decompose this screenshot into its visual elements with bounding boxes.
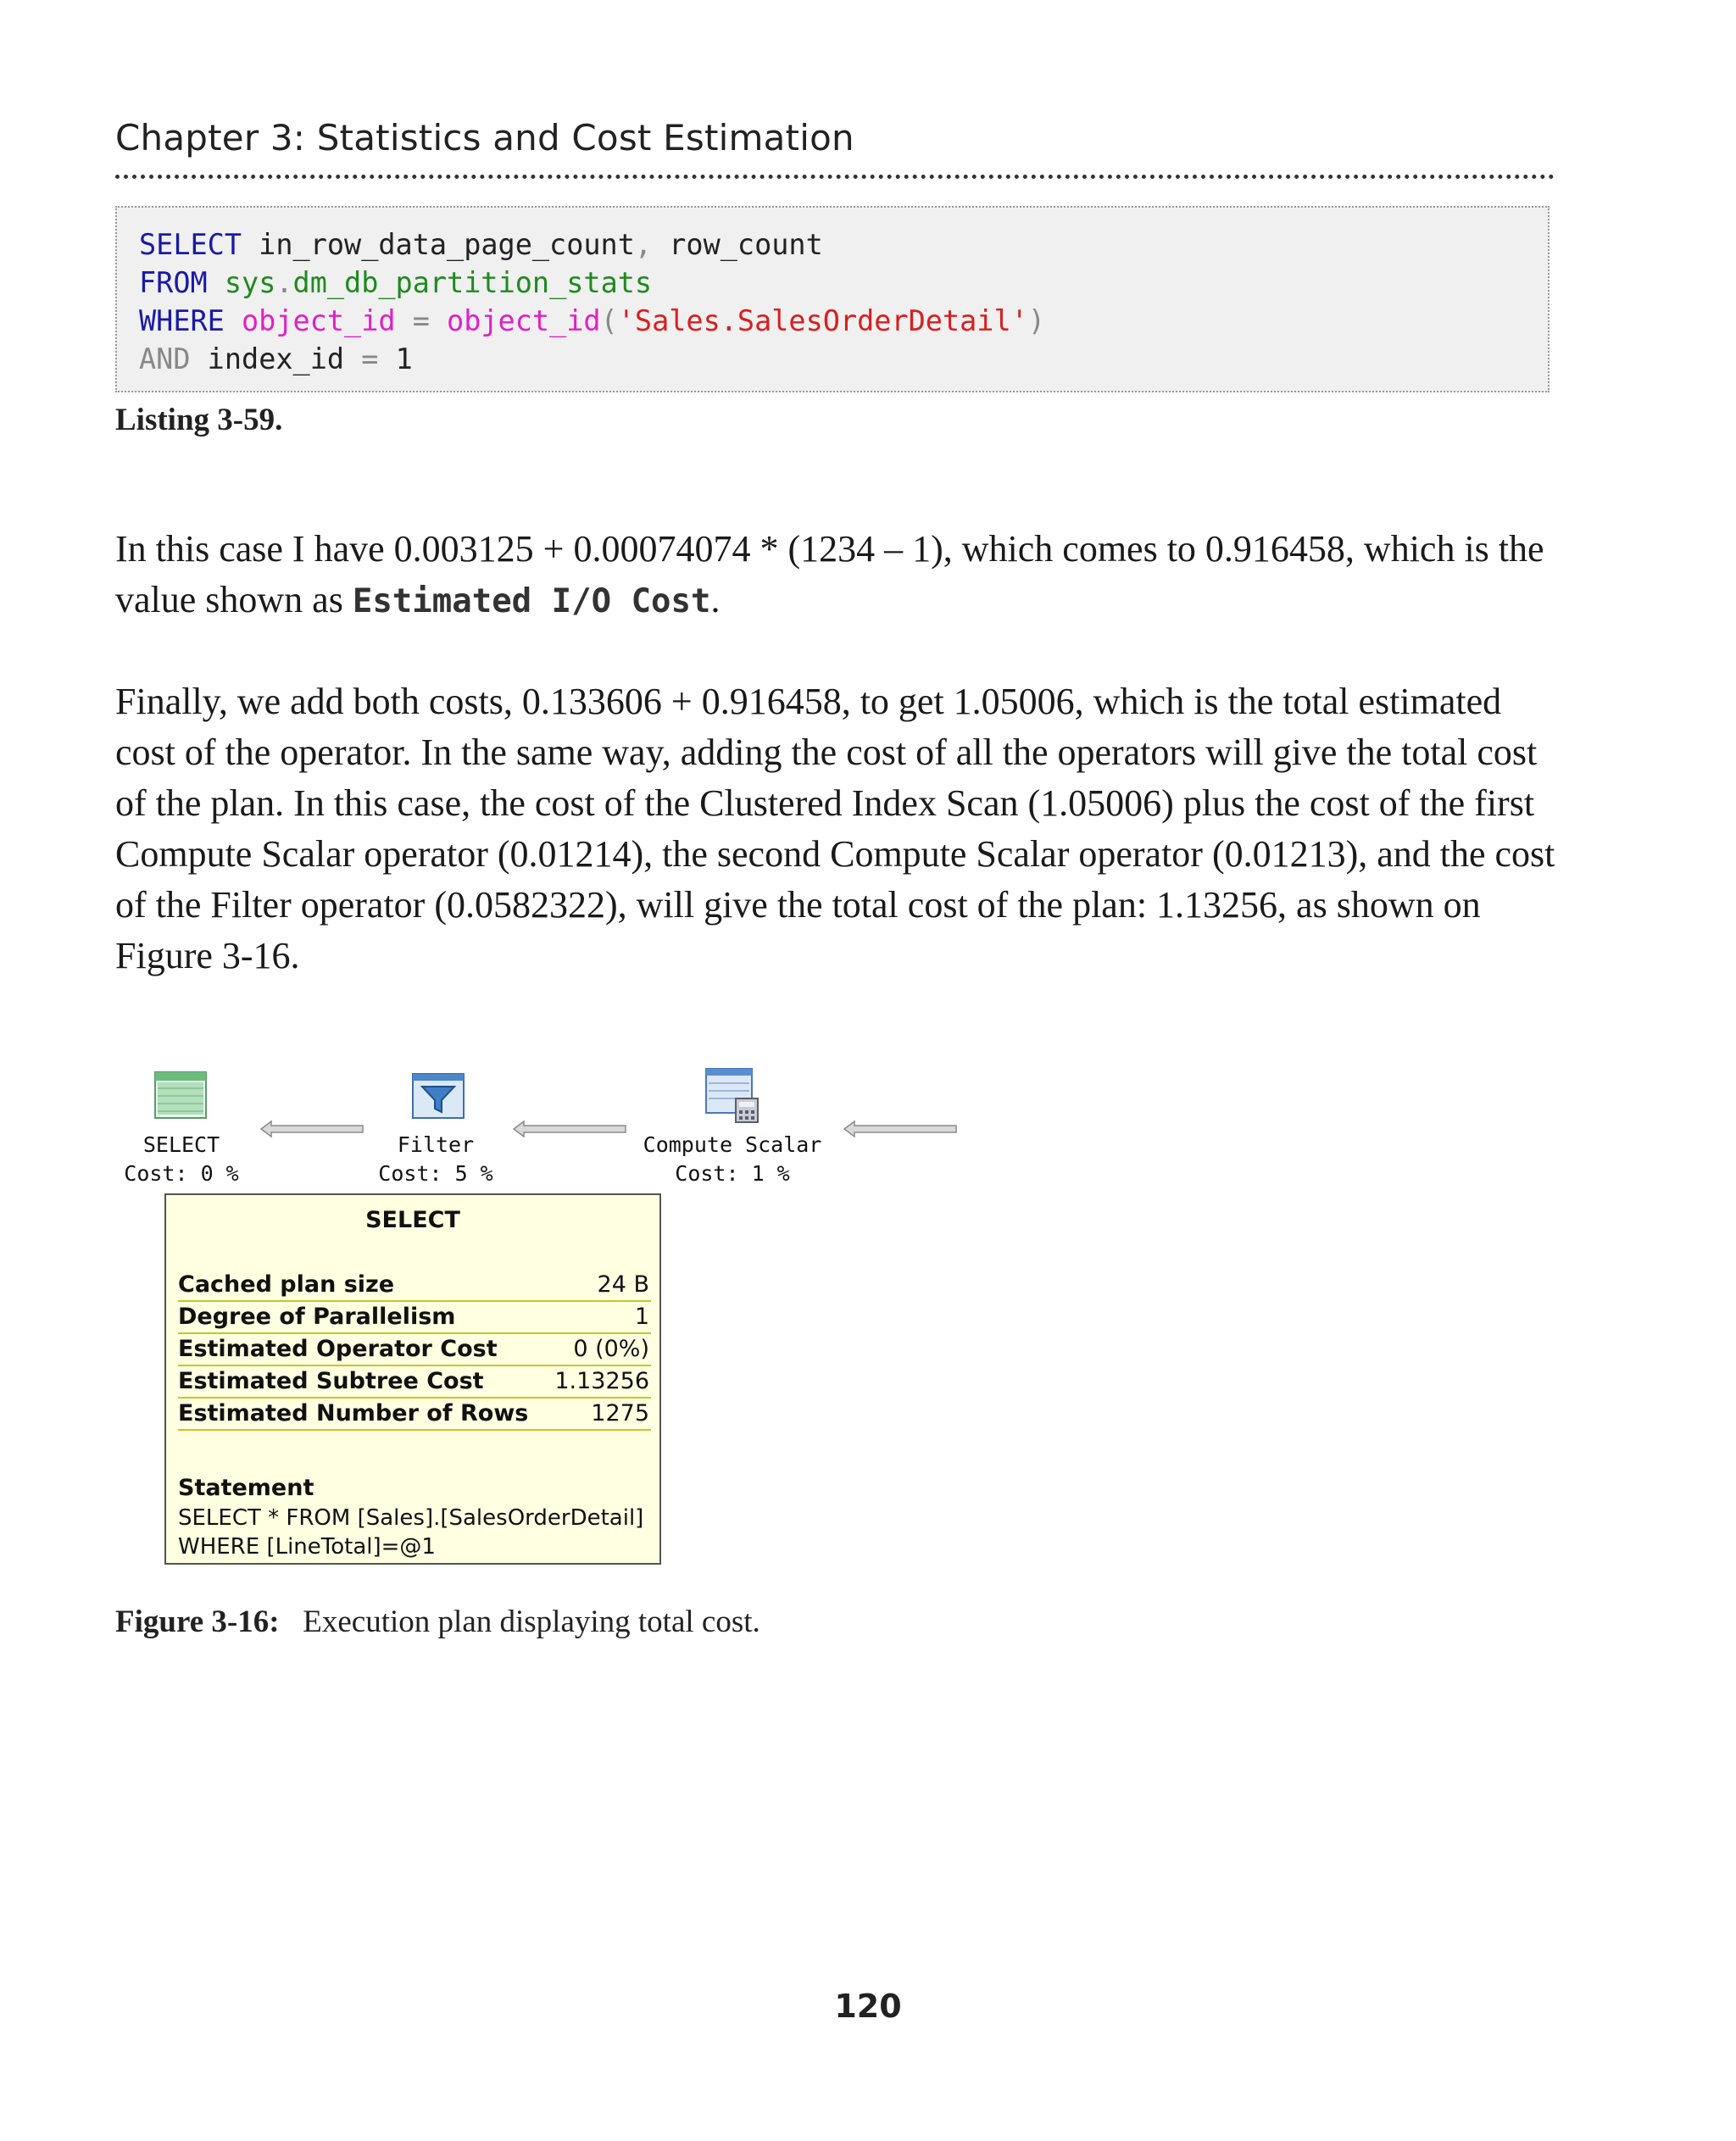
code-token: in_row_data_page_count: [242, 228, 635, 261]
listing-caption: Listing 3-59.: [115, 403, 283, 437]
tooltip-row-value: 1.13256: [554, 1368, 649, 1394]
select-tooltip: [164, 1193, 661, 1565]
code-token: (: [600, 304, 618, 337]
code-token: object_id: [447, 304, 601, 337]
tooltip-row-value: 0 (0%): [573, 1336, 649, 1362]
operator-cost: Cost: 5 %: [378, 1161, 493, 1186]
tooltip-row-label: Estimated Operator Cost: [178, 1336, 498, 1362]
tooltip-row: [178, 1334, 651, 1366]
arrow-icon: [512, 1119, 627, 1143]
chapter-header: Chapter 3: Statistics and Cost Estimation: [115, 117, 854, 158]
tooltip-row: [178, 1399, 651, 1431]
tooltip-row-label: Estimated Number of Rows: [178, 1400, 529, 1426]
tooltip-title: SELECT: [365, 1207, 460, 1233]
code-token: dm_db_partition_stats: [292, 266, 653, 299]
operator-name: Filter: [397, 1132, 475, 1157]
tooltip-statement-heading: Statement: [178, 1475, 314, 1501]
code-token: 1: [395, 342, 413, 375]
select-icon: [154, 1071, 207, 1123]
tooltip-row: [178, 1366, 651, 1399]
code-token: SELECT: [139, 228, 242, 261]
figure-label: Figure 3-16:: [115, 1604, 280, 1639]
header-divider: [115, 175, 1555, 179]
paragraph-total-cost: Finally, we add both costs, 0.133606 + 0.916458, to get 1.05006, which is the total estimated cost of the operator. In the same way, adding the cost of all the operators will give the total cost of the plan. In this case, the cost of the Clustered Index Scan (1.05006) plus the cost of the first Compute Scalar operator (0.01214), the second Compute Scalar operator (0.01213), and the cost of the Filter operator (0.0582322), will give the total cost of the plan: 1.13256, as shown on Figure 3-16.: [115, 681, 1555, 976]
tooltip-row: [178, 1302, 651, 1334]
operator-cost: Cost: 0 %: [124, 1161, 239, 1186]
code-token: ): [1027, 304, 1045, 337]
arrow-icon: [843, 1119, 958, 1143]
code-line: [139, 266, 652, 299]
execution-plan: [115, 1059, 1048, 1585]
code-token: FROM: [139, 266, 208, 299]
operator-cost: Cost: 1 %: [675, 1161, 790, 1186]
code-token: =: [395, 304, 448, 337]
code-token: 'Sales.SalesOrderDetail': [617, 304, 1028, 337]
code-token: WHERE: [139, 304, 225, 337]
code-token: object_id: [224, 304, 396, 337]
arrow-icon: [259, 1119, 364, 1143]
code-token: row_count: [652, 228, 823, 261]
paragraph-text: .: [710, 579, 721, 620]
code-listing: [115, 206, 1550, 392]
code-token: AND: [139, 342, 191, 375]
code-line: [139, 228, 823, 261]
tooltip-row-label: Cached plan size: [178, 1271, 395, 1298]
figure-caption-text: Execution plan displaying total cost.: [303, 1604, 760, 1639]
tooltip-statement: SELECT * FROM [Sales].[SalesOrderDetail]: [178, 1505, 644, 1531]
tooltip-row-value: 1: [634, 1304, 649, 1330]
operator-name: Compute Scalar: [643, 1132, 822, 1157]
compute-scalar-icon: [705, 1068, 760, 1128]
code-token: .: [275, 266, 293, 299]
code-line: [139, 304, 1045, 337]
tooltip-row-label: Degree of Parallelism: [178, 1304, 456, 1330]
tooltip-row-label: Estimated Subtree Cost: [178, 1368, 484, 1394]
tooltip-statement: WHERE [LineTotal]=@1: [178, 1534, 436, 1560]
code-token: sys: [207, 266, 276, 299]
tooltip-row: [178, 1270, 651, 1302]
code-line: [139, 342, 413, 375]
page-number: 120: [834, 1988, 902, 2025]
figure-caption: [115, 1604, 760, 1640]
filter-icon: [412, 1073, 465, 1123]
paragraph-io-cost: [115, 524, 1565, 627]
inline-code: Estimated I/O Cost: [352, 582, 711, 620]
operator-name: SELECT: [142, 1132, 220, 1157]
tooltip-row-value: 1275: [591, 1400, 649, 1426]
code-token: ,: [634, 228, 653, 261]
code-token: index_id: [190, 342, 345, 375]
tooltip-row-value: 24 B: [597, 1271, 649, 1298]
code-token: =: [344, 342, 396, 375]
paragraph-text: In this case I have 0.003125 + 0.00074074 * (1234 – 1), which comes to 0.916458, which is the value shown as: [115, 528, 1544, 620]
